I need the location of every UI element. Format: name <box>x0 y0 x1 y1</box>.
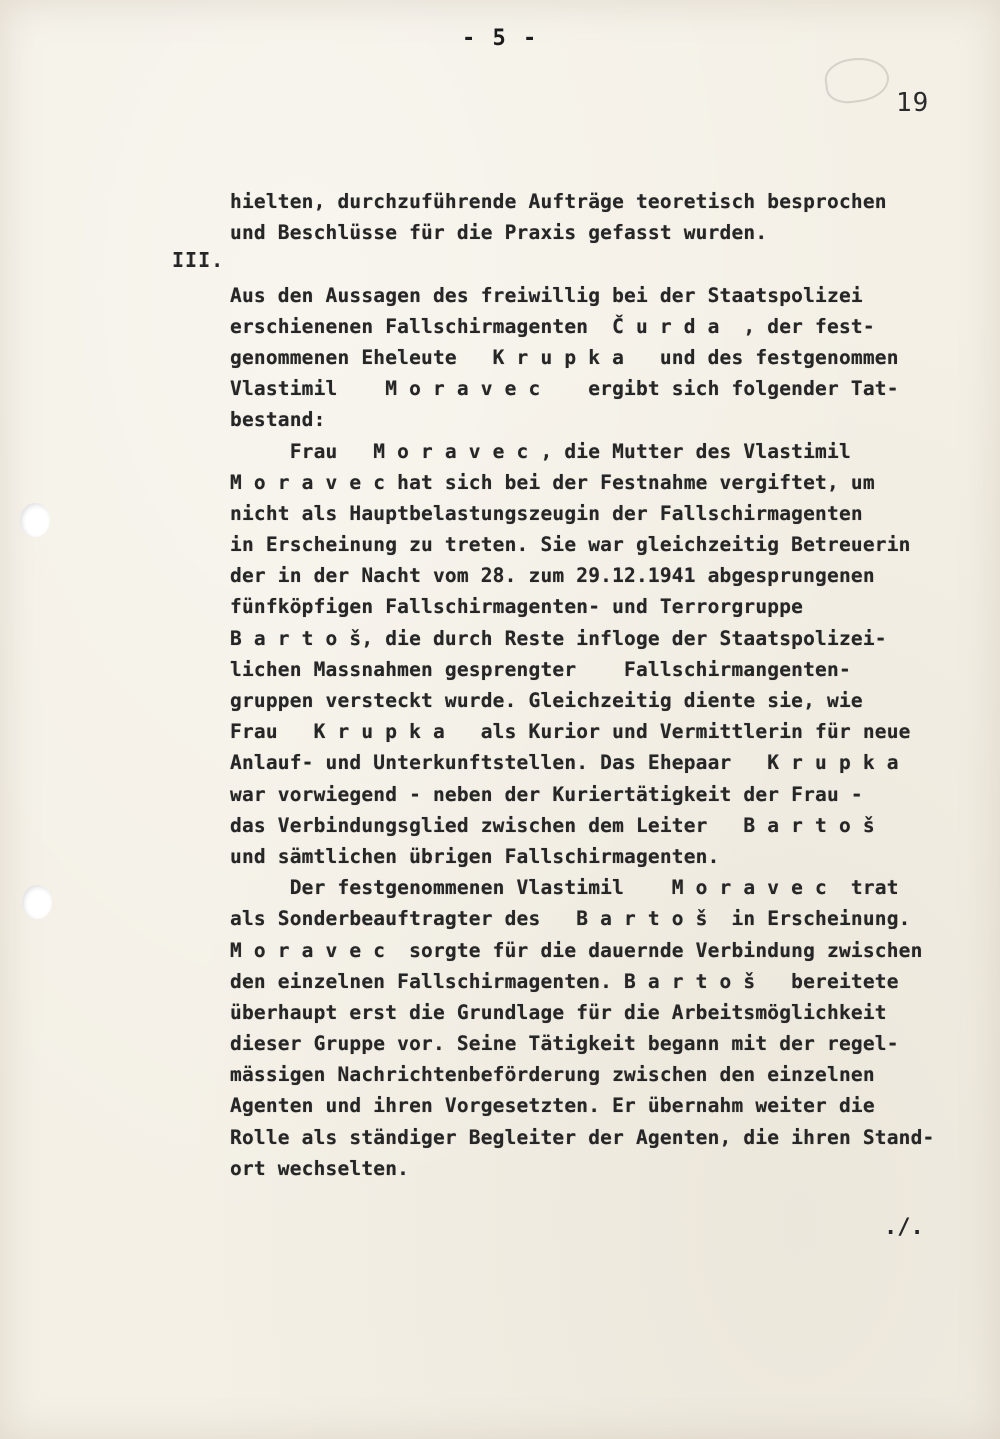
text-line: und Beschlüsse für die Praxis gefasst wurden. <box>230 221 768 245</box>
text-line <box>230 248 990 279</box>
page-number: - 5 - <box>462 26 539 51</box>
section-marker: III. <box>172 248 225 272</box>
text-line: Agenten und ihren Vorgesetzten. Er übernahm weiter die <box>230 1094 875 1118</box>
text-line: der in der Nacht vom 28. zum 29.12.1941 abgesprungenen <box>230 564 875 588</box>
text-line: das Verbindungsglied zwischen dem Leiter B a r t o š <box>230 813 875 837</box>
text-line: Der festgenommenen Vlastimil M o r a v e c trat <box>230 876 899 900</box>
text-line: gruppen versteckt wurde. Gleichzeitig diente sie, wie <box>230 689 863 712</box>
text-line: und sämtlichen übrigen Fallschirmagenten. <box>230 844 720 868</box>
text-line: überhaupt erst die Grundlage für die Arbeitsmöglichkeit <box>230 1000 887 1024</box>
text-line: den einzelnen Fallschirmagenten. B a r t o š bereitete <box>230 969 899 993</box>
text-line: Frau K r u p k a als Kurior und Vermittlerin für neue <box>230 720 911 744</box>
continuation-mark: ./. <box>884 1215 924 1240</box>
text-line: Frau M o r a v e c , die Mutter des Vlastimil <box>230 439 851 463</box>
text-line: Aus den Aussagen des freiwillig bei der Staatspolizei <box>230 283 863 307</box>
text-line: dieser Gruppe vor. Seine Tätigkeit begann mit der regel- <box>230 1032 899 1056</box>
text-line: B a r t o š, die durch Reste infloge der Staatspolizei- <box>230 626 887 650</box>
text-line: lichen Massnahmen gesprengter Fallschirmangenten- <box>230 657 851 681</box>
text-line: bestand: <box>230 408 326 432</box>
text-line: hielten, durchzuführende Aufträge teoretisch besprochen <box>230 190 887 213</box>
text-line: Rolle als ständiger Begleiter der Agenten, die ihren Stand- <box>230 1125 935 1149</box>
text-line: erschienenen Fallschirmagenten Č u r d a , der fest- <box>230 314 875 338</box>
text-line: war vorwiegend - neben der Kuriertätigkeit der Frau - <box>230 782 863 806</box>
text-line: in Erscheinung zu treten. Sie war gleichzeitig Betreuerin <box>230 533 911 557</box>
text-line: Anlauf- und Unterkunftstellen. Das Ehepaar K r u p k a <box>230 751 899 775</box>
text-line: fünfköpfigen Fallschirmagenten- und Terrorgruppe <box>230 595 804 619</box>
typed-body-text <box>230 186 990 1184</box>
text-line: genommenen Eheleute K r u p k a und des festgenommen <box>230 345 899 369</box>
text-line: als Sonderbeauftragter des B a r t o š in Erscheinung. <box>230 907 911 931</box>
punch-hole <box>22 885 52 919</box>
text-line: M o r a v e c sorgte für die dauernde Verbindung zwischen <box>230 938 923 962</box>
pencil-annotation <box>822 54 892 106</box>
text-line: Vlastimil M o r a v e c ergibt sich folgender Tat- <box>230 377 899 401</box>
text-line: M o r a v e c hat sich bei der Festnahme vergiftet, um <box>230 470 875 494</box>
punch-hole <box>20 503 50 537</box>
folio-number: 19 <box>896 88 930 118</box>
text-line: ort wechselten. <box>230 1156 410 1180</box>
text-line: mässigen Nachrichtenbeförderung zwischen den einzelnen <box>230 1063 875 1087</box>
text-line: nicht als Hauptbelastungszeugin der Fallschirmagenten <box>230 501 863 525</box>
